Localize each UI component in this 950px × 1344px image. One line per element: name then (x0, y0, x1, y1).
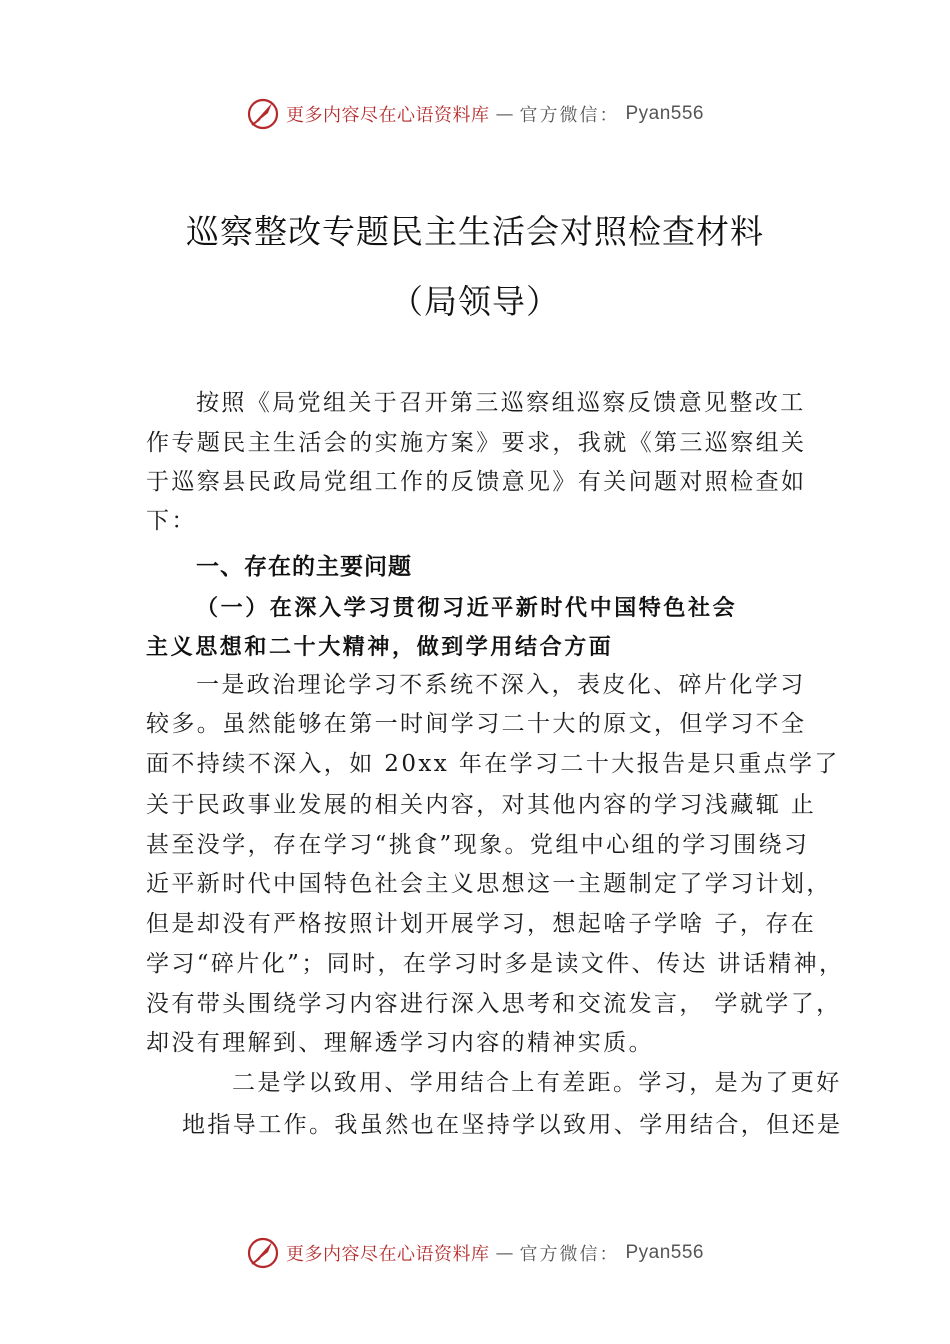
watermark-dash: — (495, 1242, 514, 1264)
watermark-label: 官方微信： (519, 105, 620, 126)
paragraph-line: 甚至没学，存在学习“挑食”现象。党组中心组的学习围绕习 (146, 832, 810, 858)
intro-line: 下： (146, 508, 197, 534)
paragraph-line: 学习“碎片化”；同时，在学习时多是读文件、传达 讲话精神， (146, 951, 845, 977)
watermark-wechat-id: Pyan556 (625, 103, 704, 124)
intro-line: 作专题民主生活会的实施方案》要求，我就《第三巡察组关 (146, 430, 807, 456)
paragraph-line: 近平新时代中国特色社会主义思想这一主题制定了学习计划， (146, 871, 832, 897)
document-subtitle: （局领导） (390, 282, 560, 321)
paragraph-line: 关于民政事业发展的相关内容，对其他内容的学习浅藏辄 止 (146, 792, 817, 818)
watermark-banner-top (0, 94, 950, 134)
paragraph-line: 地指导工作。我虽然也在坚持学以致用、学用结合，但还是 (182, 1112, 843, 1138)
paragraph-line: 二是学以致用、学用结合上有差距。学习，是为了更好 (232, 1070, 842, 1096)
subsection-heading-line: （一）在深入学习贯彻习近平新时代中国特色社会 (196, 595, 738, 621)
intro-line: 于巡察县民政局党组工作的反馈意见》有关问题对照检查如 (146, 469, 807, 495)
watermark-banner-bottom (0, 1233, 950, 1273)
watermark-label: 官方微信： (519, 1244, 620, 1265)
paragraph-line: 面不持续不深入，如 20xx 年在学习二十大报告是只重点学了 (146, 751, 840, 777)
section-heading: 一、存在的主要问题 (196, 554, 412, 580)
intro-line: 按照《局党组关于召开第三巡察组巡察反馈意见整改工 (196, 390, 806, 416)
paragraph-line: 却没有理解到、理解透学习内容的精神实质。 (146, 1030, 654, 1056)
quill-logo-icon (246, 1236, 280, 1270)
watermark-brand: 更多内容尽在心语资料库 (285, 105, 490, 126)
watermark-dash: — (495, 103, 514, 125)
paragraph-line: 一是政治理论学习不系统不深入，表皮化、碎片化学习 (196, 672, 806, 698)
paragraph-line: 没有带头围绕学习内容进行深入思考和交流发言， 学就学了， (146, 991, 842, 1017)
paragraph-line: 但是却没有严格按照计划开展学习，想起啥子学啥 子，存在 (146, 911, 817, 937)
quill-logo-icon (246, 97, 280, 131)
document-title: 巡察整改专题民主生活会对照检查材料 (186, 212, 764, 251)
watermark-brand: 更多内容尽在心语资料库 (285, 1244, 490, 1265)
paragraph-line: 较多。虽然能够在第一时间学习二十大的原文，但学习不全 (146, 711, 807, 737)
subsection-heading-line: 主义思想和二十大精神，做到学用结合方面 (146, 634, 614, 660)
watermark-wechat-id: Pyan556 (625, 1242, 704, 1263)
